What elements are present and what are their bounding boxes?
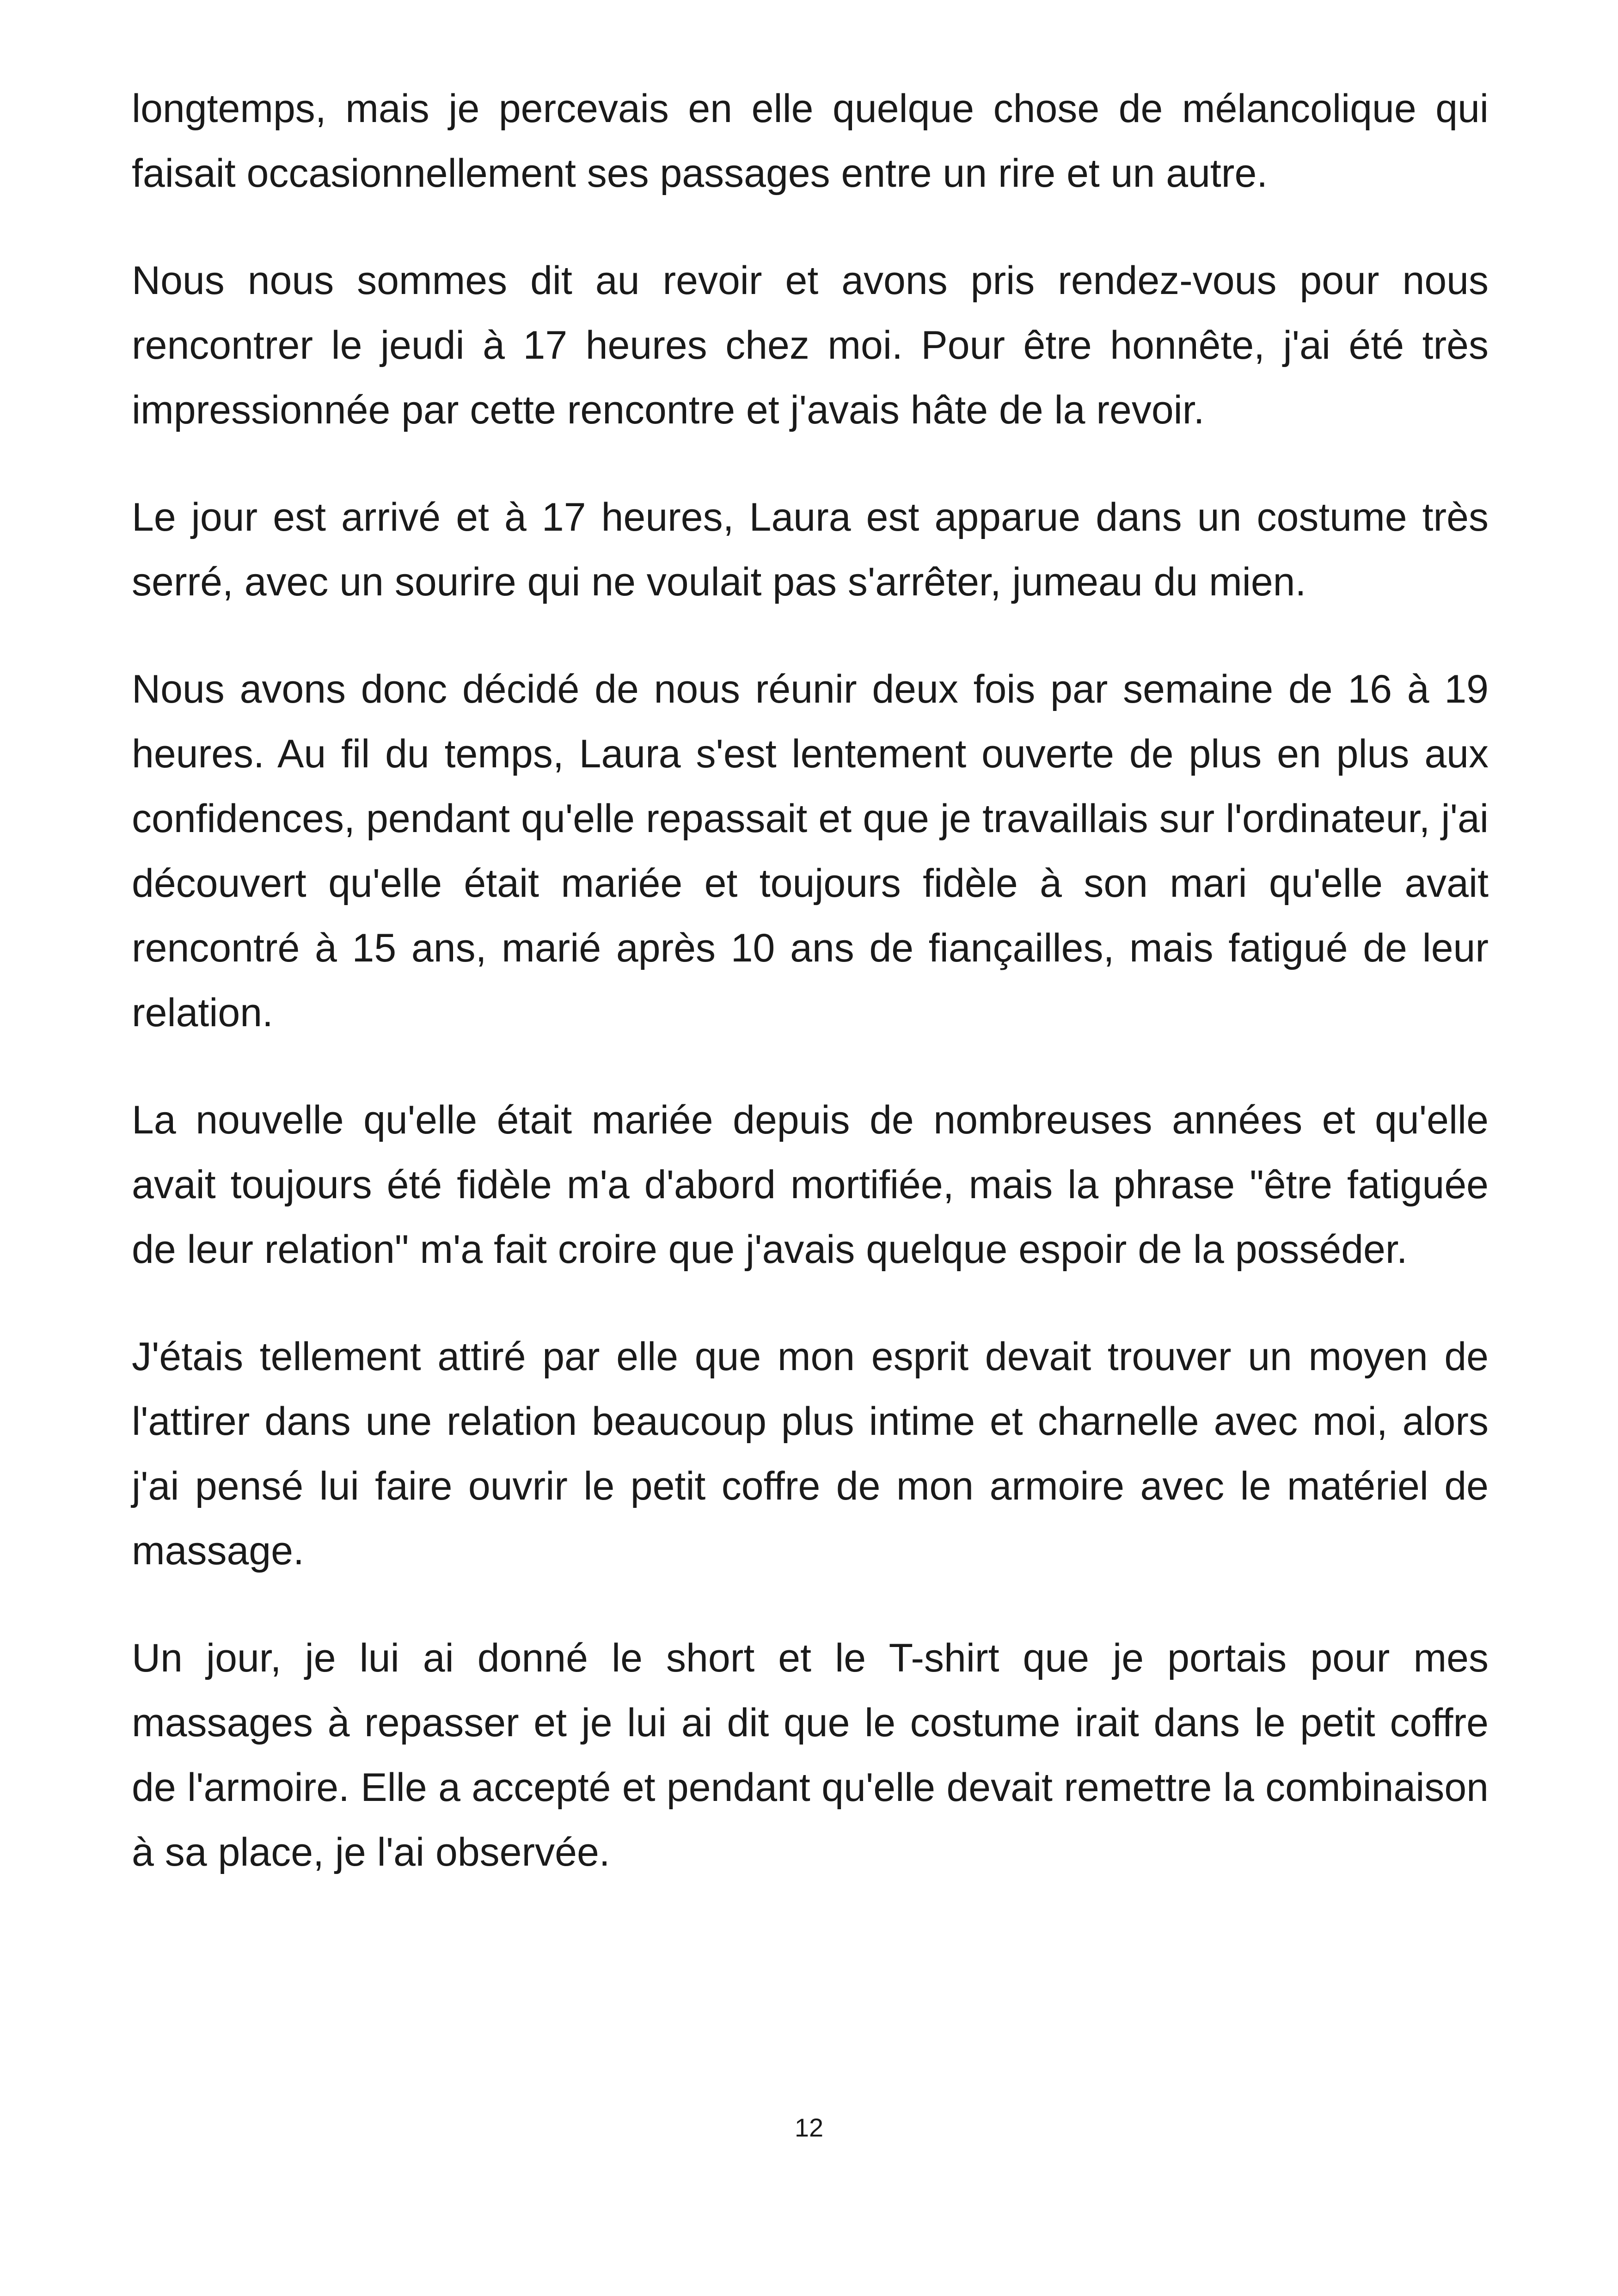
paragraph-6: J'étais tellement attiré par elle que mon esprit devait trouver un moyen de l'attirer dans une relation beaucoup plus intime et charnelle avec moi, alors j'ai pensé lui faire ouvrir le petit coffre de mon armoire avec le matériel de massage. — [132, 1335, 1489, 1573]
paragraph-2: Nous nous sommes dit au revoir et avons pris rendez-vous pour nous rencontrer le jeudi à 17 heures chez moi. Pour être honnête, j'ai été très impressionnée par cette rencontre et j'avais hâte de la revoir. — [132, 258, 1489, 432]
paragraph-1: longtemps, mais je percevais en elle quelque chose de mélancolique qui faisait occasionnellement ses passages entre un rire et un autre. — [132, 86, 1489, 196]
paragraph-3: Le jour est arrivé et à 17 heures, Laura est apparue dans un costume très serré, avec un sourire qui ne voulait pas s'arrêter, jumeau du mien. — [132, 495, 1489, 604]
paragraph-5: La nouvelle qu'elle était mariée depuis de nombreuses années et qu'elle avait toujours été fidèle m'a d'abord mortifiée, mais la phrase "être fatiguée de leur relation" m'a fait croire que j'avais quelque espoir de la posséder. — [132, 1098, 1489, 1272]
page-number: 12 — [794, 2113, 824, 2142]
paragraph-4: Nous avons donc décidé de nous réunir deux fois par semaine de 16 à 19 heures. Au fil du temps, Laura s'est lentement ouverte de plus en plus aux confidences, pendant qu'elle repassait et que je travaillais sur l'ordinateur, j'ai découvert qu'elle était mariée et toujours fidèle à son mari qu'elle avait rencontré à 15 ans, marié après 10 ans de fiançailles, mais fatigué de leur relation. — [132, 667, 1489, 1035]
body-text — [132, 76, 1489, 1885]
paragraph-7: Un jour, je lui ai donné le short et le T-shirt que je portais pour mes massages à repasser et je lui ai dit que le costume irait dans le petit coffre de l'armoire. Elle a accepté et pendant qu'elle devait remettre la combinaison à sa place, je l'ai observée. — [132, 1636, 1489, 1874]
